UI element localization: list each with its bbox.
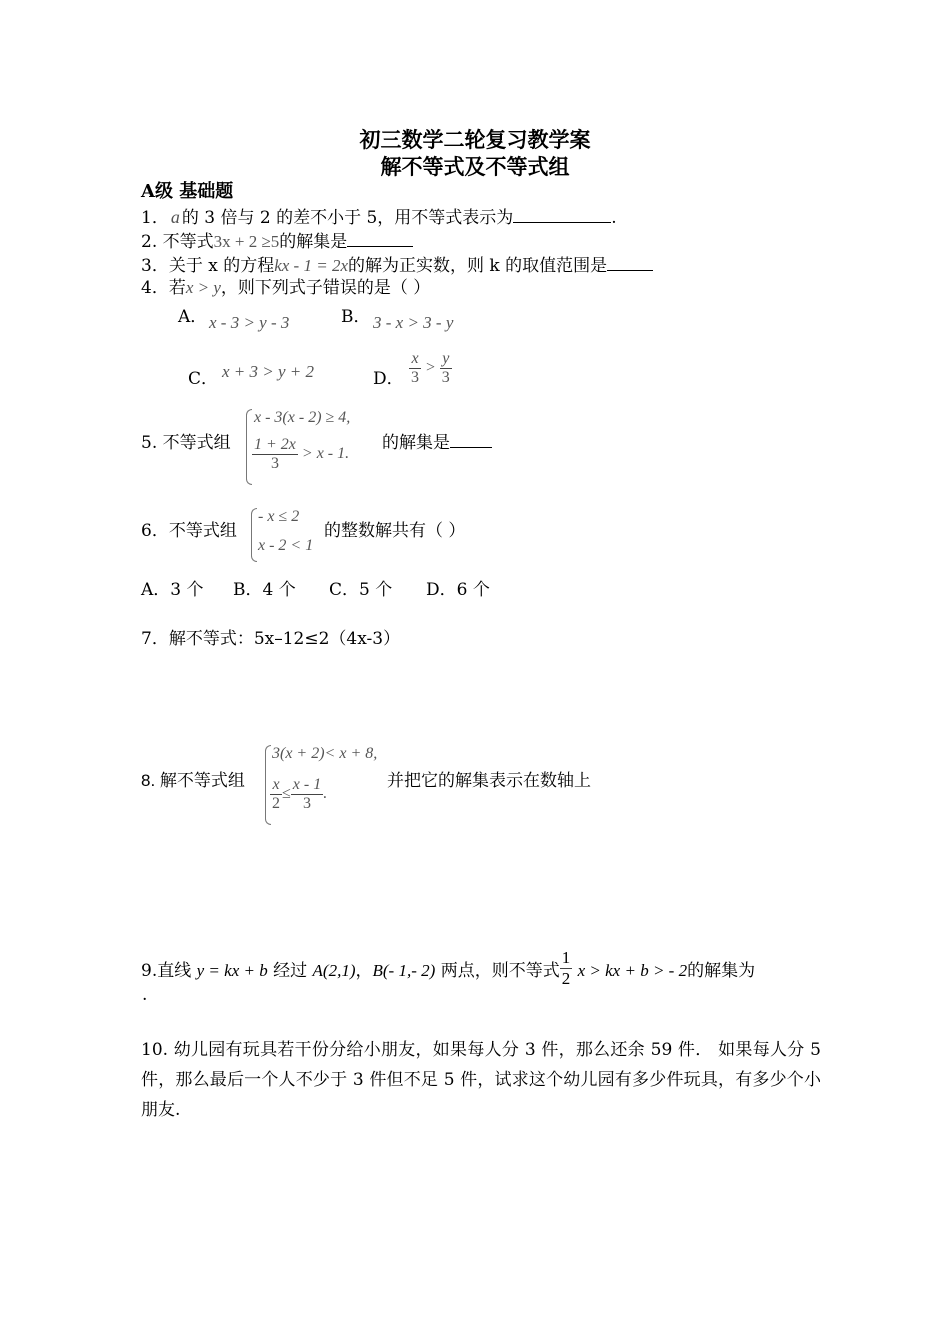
q5-text (382, 428, 492, 453)
q1-end: . (611, 208, 617, 228)
q4-option-b-label: B． (341, 307, 371, 327)
q5-line-1: x - 3(x - 2) ≥ 4, (254, 409, 351, 426)
q1-variable: a (170, 207, 180, 227)
q4-d-denominator-1: 3 (411, 369, 419, 386)
q4-option-a-label: A． (178, 307, 208, 327)
q2-expression: 3x + 2 ≥5 (213, 232, 280, 251)
q4-option-d-expr (409, 350, 452, 387)
question-7: 7．解不等式：5x–12≤2（4x-3） (141, 629, 401, 649)
q5-answer-blank[interactable] (450, 432, 492, 448)
q6-number: 6．不等式组 (141, 521, 237, 541)
q8-fraction-1-denominator: 2 (272, 795, 280, 812)
q6-text: 的整数解共有（ ） (324, 521, 466, 541)
q8-text: 并把它的解集表示在数轴上 (387, 771, 591, 790)
q5-text-label: 的解集是 (382, 433, 450, 453)
q8-fraction-2-denominator: 3 (303, 795, 311, 812)
q6-option-a: A．3 个 (141, 580, 204, 600)
q5-fraction-numerator: 1 + 2x (254, 436, 296, 453)
q8-end: . (323, 785, 328, 803)
q4-text: ，则下列式子错误的是（ ） (220, 278, 431, 298)
q9-inequality: x > kx + b > - 2 (577, 961, 688, 980)
q6-option-b: B．4 个 (233, 580, 296, 600)
q8-number: 8. 解不等式组 (141, 771, 245, 790)
q5-number: 5. 不等式组 (141, 433, 231, 453)
question-10: 10. 幼儿园有玩具若干份分给小朋友，如果每人分 3 件，那么还余 59 件． 如果每人分 5 件，那么最后一个人不少于 3 件但不足 5 件，试求这个幼儿园有多少件玩具，有多少个小朋友. (141, 1040, 821, 1120)
q8-relation: ≤ (282, 785, 291, 803)
page-subtitle: 解不等式及不等式组 (380, 154, 570, 179)
q9-mid-2: 两点，则不等式 (440, 961, 560, 981)
q1-text: 的 3 倍与 2 的差不小于 5，用不等式表示为 (181, 208, 514, 228)
q9-prefix: 9.直线 (141, 961, 192, 981)
q3-answer-blank[interactable] (607, 255, 653, 271)
question-2 (141, 227, 413, 252)
q1-number: 1． (141, 208, 169, 228)
q6-option-d: D．6 个 (426, 580, 490, 600)
q4-number: 4．若 (141, 278, 186, 298)
q9-point-b: B(- 1,- 2) (372, 961, 436, 980)
question-9 (141, 948, 755, 989)
q9-dot: . (142, 985, 148, 1005)
q4-option-a-expr: x - 3 > y - 3 (209, 313, 290, 332)
q9-comma: ， (355, 961, 373, 981)
q4-d-denominator-2: 3 (441, 369, 450, 386)
q9-post: 的解集为 (687, 961, 756, 981)
q3-number: 3．关于 x 的方程 (141, 256, 275, 276)
q4-d-numerator-y: y (440, 350, 452, 369)
q8-line-1: 3(x + 2)< x + 8, (272, 745, 378, 762)
q8-fraction-1-numerator: x (270, 776, 282, 795)
q5-fraction-denominator: 3 (270, 455, 279, 472)
q2-answer-blank[interactable] (347, 231, 413, 247)
q4-option-c-label: C． (188, 369, 219, 389)
section-label: A级 基础题 (141, 181, 234, 202)
question-1 (141, 203, 617, 228)
q4-expression: x > y (185, 278, 221, 297)
q5-line-2 (252, 436, 349, 473)
q2-text: 的解集是 (279, 232, 348, 252)
q5-line-2-rest: > x - 1. (301, 445, 350, 463)
q8-line-2 (270, 776, 327, 813)
q2-number: 2. 不等式 (141, 232, 214, 252)
q6-line-2: x - 2 < 1 (258, 537, 314, 554)
q4-d-operator: > (425, 359, 436, 377)
q9-point-a: A(2,1) (312, 961, 356, 980)
q4-option-c-expr: x + 3 > y + 2 (222, 362, 315, 381)
q9-mid-1: 经过 (273, 961, 308, 981)
q3-expression: kx - 1 = 2x (274, 256, 348, 275)
q4-option-d-label: D． (373, 369, 404, 389)
q1-answer-blank[interactable] (513, 207, 611, 223)
q9-fraction-denominator: 2 (561, 969, 571, 988)
q9-line-equation: y = kx + b (196, 961, 268, 980)
q8-fraction-2-numerator: x - 1 (292, 776, 322, 793)
question-4 (141, 273, 430, 298)
q4-option-b-expr: 3 - x > 3 - y (373, 313, 454, 332)
q6-line-1: - x ≤ 2 (258, 508, 300, 525)
q9-fraction-numerator: 1 (561, 948, 571, 967)
page-title: 初三数学二轮复习教学案 (359, 127, 591, 152)
q3-text: 的解为正实数，则 k 的取值范围是 (348, 256, 608, 276)
q6-brace (251, 508, 257, 562)
q6-option-c: C．5 个 (329, 580, 393, 600)
q4-d-numerator-x: x (409, 350, 421, 369)
